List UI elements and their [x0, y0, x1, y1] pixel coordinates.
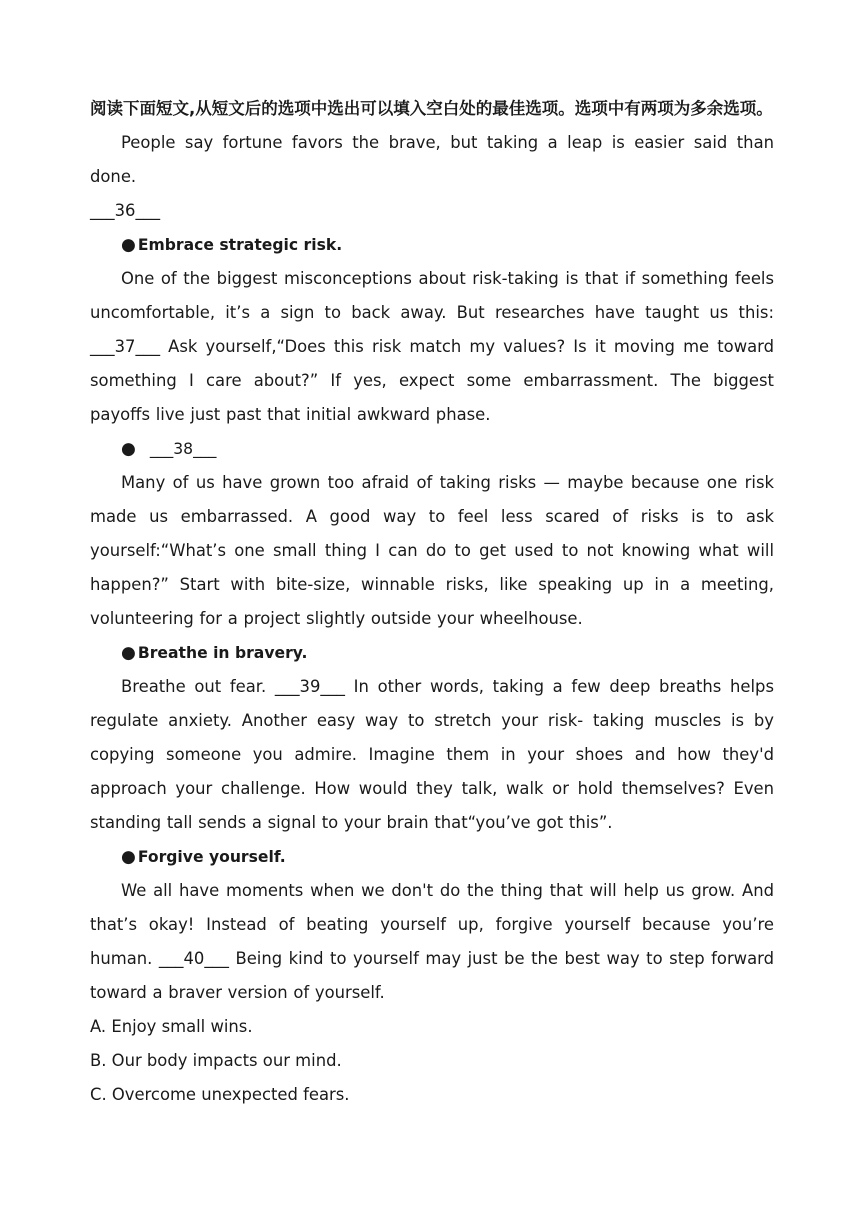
blank-36: ___36___: [90, 201, 161, 220]
bullet-icon: ●: [121, 847, 136, 867]
option-c: C. Overcome unexpected fears.: [90, 1085, 350, 1104]
bullet-icon: ●: [121, 235, 136, 255]
section-heading-text: Embrace strategic risk.: [137, 236, 343, 254]
section-body-2: Many of us have grown too afraid of taking risks — maybe because one risk made us embarrassed. A good way to feel less scared of risks is to ask yourself:“What’s one small thing I can do to get used to not knowing what will happen?” Start with bite-size, winnable risks, like speaking up in a meeting, volunteering for a project slightly outside your wheelhouse.: [90, 473, 774, 628]
intro-text: People say fortune favors the brave, but taking a leap is easier said than done.: [90, 133, 774, 186]
section-heading-3: [90, 636, 774, 670]
option-b: B. Our body impacts our mind.: [90, 1051, 342, 1070]
section-heading-1: [90, 228, 774, 262]
blank-38: ___38___: [149, 440, 217, 458]
intro-paragraph: [90, 126, 774, 228]
option-a: A. Enjoy small wins.: [90, 1017, 253, 1036]
section-body-1: One of the biggest misconceptions about risk-taking is that if something feels uncomfortable, it’s a sign to back away. But researches have taught us this: ___37___ Ask yourself,“Does this risk match my values? Is it moving me toward something I care about?” If yes, expect some embarrassment. The biggest payoffs live just past that initial awkward phase.: [90, 269, 774, 424]
section-heading-text: Forgive yourself.: [137, 848, 286, 866]
bullet-icon: ●: [121, 439, 136, 459]
bullet-icon: ●: [121, 643, 136, 663]
section-heading-2: [90, 432, 774, 466]
section-heading-text: Breathe in bravery.: [137, 644, 308, 662]
instruction-text: 阅读下面短文,从短文后的选项中选出可以填入空白处的最佳选项。选项中有两项为多余选项。: [90, 99, 773, 118]
section-body-3: Breathe out fear. ___39___ In other words, taking a few deep breaths helps regulate anxiety. Another easy way to stretch your risk- taking muscles is by copying someone you admire. Imagine them in your shoes and how they'd approach your challenge. How would they talk, walk or hold themselves? Even standing tall sends a signal to your brain that“you’ve got this”.: [90, 677, 774, 832]
section-heading-4: [90, 840, 774, 874]
section-body-4: We all have moments when we don't do the thing that will help us grow. And that’s okay! Instead of beating yourself up, forgive yourself because you’re human. ___40___ Being kind to yourself may just be the best way to step forward toward a braver version of yourself.: [90, 881, 774, 1002]
